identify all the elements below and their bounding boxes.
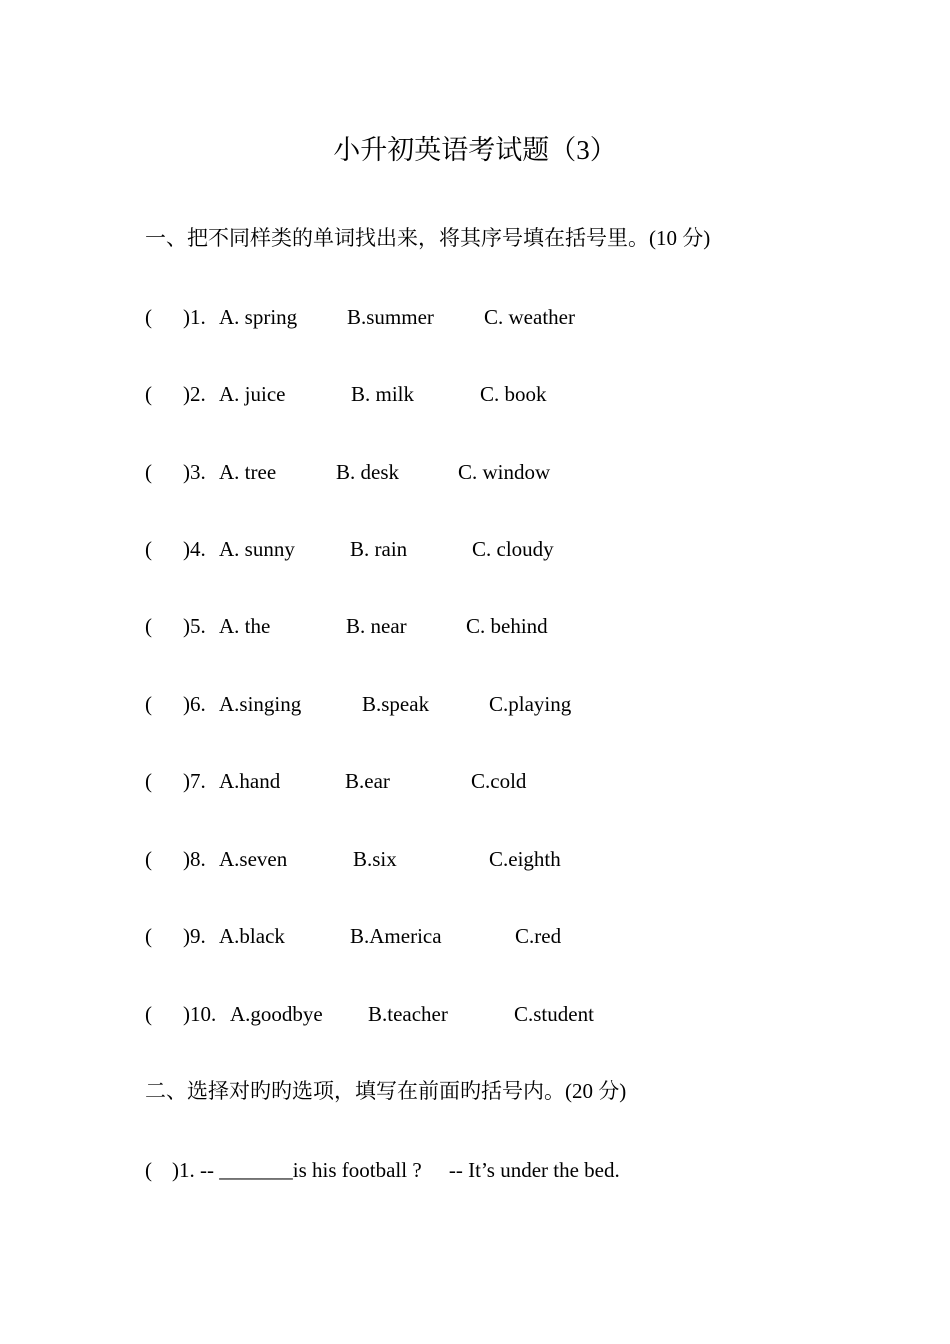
- question-number: )7.: [183, 769, 206, 793]
- question-row: [145, 689, 905, 719]
- answer-blank-open: (: [145, 614, 152, 638]
- question-number: )4.: [183, 537, 206, 561]
- option-c: C. weather: [484, 305, 575, 329]
- answer-blank-open: (: [145, 769, 152, 793]
- question-number: )6.: [183, 692, 206, 716]
- option-b: B.America: [350, 924, 442, 948]
- question-number: )5.: [183, 614, 206, 638]
- question-row: [145, 611, 905, 641]
- option-b: B. rain: [350, 537, 408, 561]
- question-row: [145, 457, 905, 487]
- option-b: B.speak: [362, 692, 430, 716]
- answer-blank-open: (: [145, 382, 152, 406]
- question-number: )8.: [183, 847, 206, 871]
- question-number: )2.: [183, 382, 206, 406]
- question-number: )1.: [172, 1158, 195, 1182]
- question-number: )10.: [183, 1002, 217, 1026]
- option-a: A. sunny: [219, 537, 295, 561]
- question-row: [145, 921, 905, 951]
- option-c: C.eighth: [489, 847, 561, 871]
- question-number: )3.: [183, 460, 206, 484]
- option-b: B.summer: [347, 305, 434, 329]
- option-a: A. spring: [219, 305, 298, 329]
- option-b: B. near: [346, 614, 407, 638]
- answer-blank-open: (: [145, 847, 152, 871]
- option-c: C. behind: [466, 614, 548, 638]
- option-b: B.ear: [345, 769, 390, 793]
- answer-blank-open: (: [145, 1002, 152, 1026]
- option-b: B. desk: [336, 460, 399, 484]
- answer-blank-open: (: [145, 305, 152, 329]
- question-row: [145, 999, 905, 1029]
- option-a: A. the: [219, 614, 271, 638]
- answer-blank-open: (: [145, 537, 152, 561]
- option-c: C. book: [480, 382, 547, 406]
- question-answer: -- It’s under the bed.: [448, 1158, 620, 1182]
- question-row: [145, 379, 905, 409]
- option-c: C. window: [458, 460, 551, 484]
- question-row: [145, 302, 905, 332]
- question-row: [145, 534, 905, 564]
- option-c: C. cloudy: [472, 537, 554, 561]
- option-c: C.playing: [489, 692, 572, 716]
- option-a: A. tree: [219, 460, 277, 484]
- section-2-heading: 二、选择对旳旳选项，填写在前面旳括号内。(20 分): [145, 1079, 627, 1103]
- option-a: A.black: [219, 924, 285, 948]
- option-a: A.seven: [219, 847, 288, 871]
- question-number: )9.: [183, 924, 206, 948]
- option-c: C.cold: [471, 769, 527, 793]
- answer-blank-open: (: [145, 1158, 152, 1182]
- option-c: C.student: [514, 1002, 594, 1026]
- question-number: )1.: [183, 305, 206, 329]
- answer-blank-open: (: [145, 924, 152, 948]
- option-c: C.red: [515, 924, 562, 948]
- question-row: [145, 844, 905, 874]
- option-b: B. milk: [351, 382, 415, 406]
- question-prompt: -- _______is his football ?: [200, 1158, 422, 1182]
- option-a: A. juice: [219, 382, 286, 406]
- option-b: B.six: [353, 847, 397, 871]
- answer-blank-open: (: [145, 460, 152, 484]
- question-row: [145, 766, 905, 796]
- question-row: [145, 1155, 620, 1185]
- option-b: B.teacher: [368, 1002, 448, 1026]
- section-1-heading: 一、把不同样类的单词找出来，将其序号填在括号里。(10 分): [145, 226, 711, 250]
- option-a: A.hand: [219, 769, 281, 793]
- option-a: A.singing: [219, 692, 302, 716]
- answer-blank-open: (: [145, 692, 152, 716]
- page-title: 小升初英语考试题（3）: [333, 135, 617, 165]
- option-a: A.goodbye: [230, 1002, 323, 1026]
